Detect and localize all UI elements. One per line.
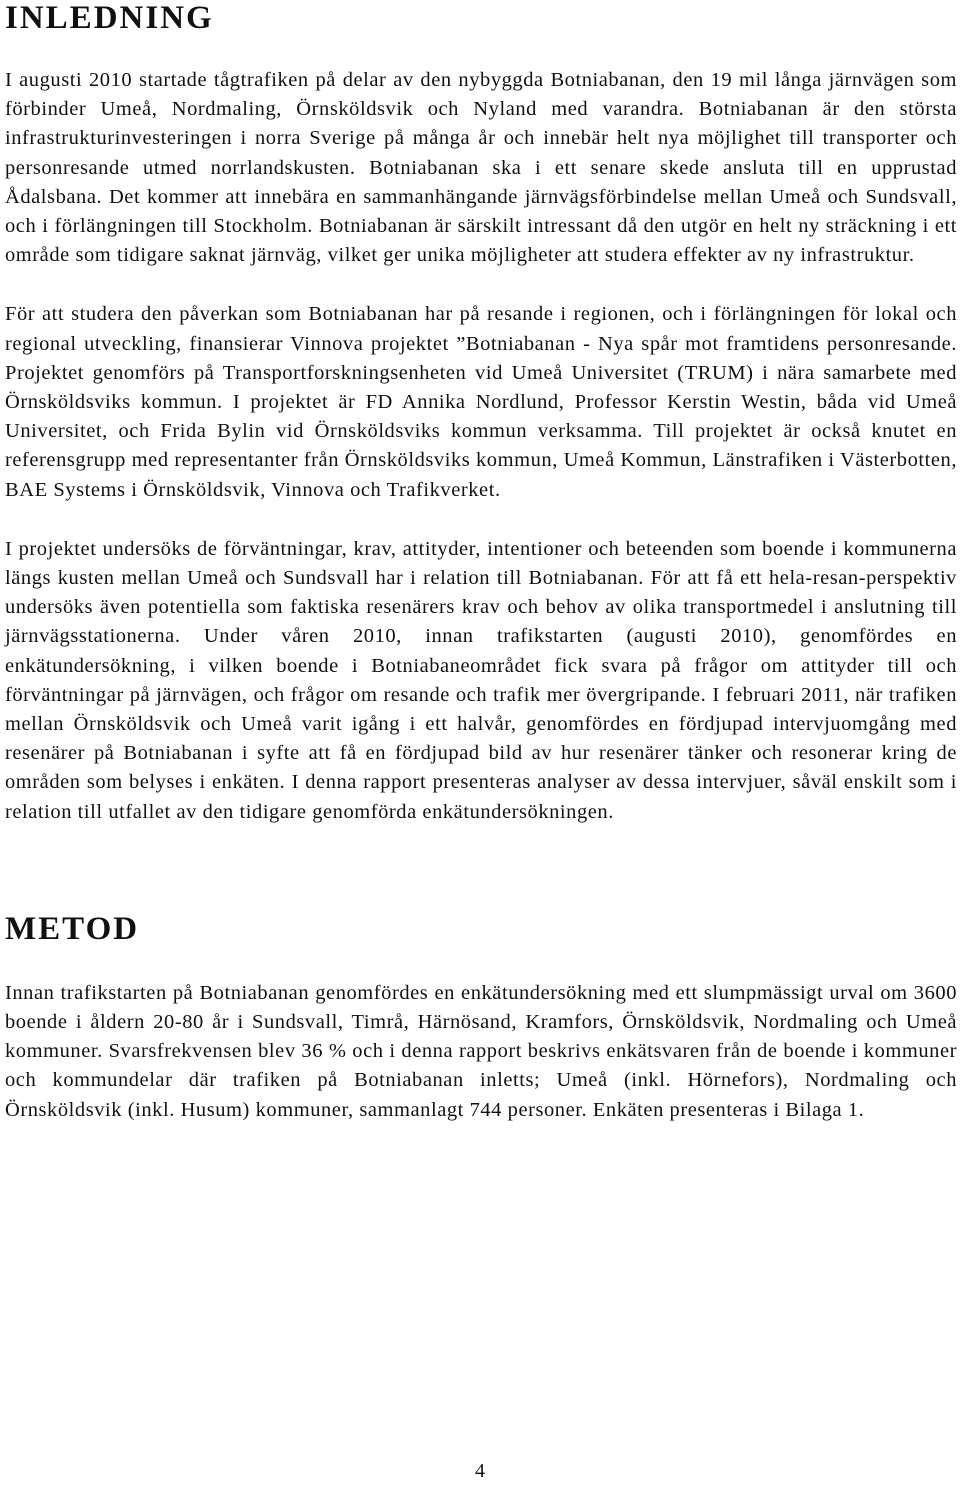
paragraph-inledning-1: I augusti 2010 startade tågtrafiken på delar av den nybyggda Botniabanan, den 19 mil långa järnvägen som förbinder Umeå, Nordmaling, Örnsköldsvik och Nyland med varandra. Botniabanan är den största infrastrukturinvesteringen i norra Sverige på många år och innebär helt nya möjlighet till transporter och personresande utmed norrlandskusten. Botniabanan ska i ett senare skede ansluta till en upprustad Ådalsbana. Det kommer att innebära en sammanhängande järnvägsförbindelse mellan Umeå och Sundsvall, och i förlängningen till Stockholm. Botniabanan är särskilt intressant då den utgör en helt ny sträckning i ett område som tidigare saknat järnväg, vilket ger unika möjligheter att studera effekter av ny infrastruktur. <box>5 69 957 267</box>
page-number: 4 <box>475 1460 485 1482</box>
paragraph-metod-1: Innan trafikstarten på Botniabanan genomfördes en enkätundersökning med ett slumpmässigt urval om 3600 boende i åldern 20-80 år i Sundsvall, Timrå, Härnösand, Kramfors, Örnsköldsvik, Nordmaling och Umeå kommuner. Svarsfrekvensen blev 36 % och i denna rapport beskrivs enkätsvaren från de boende i kommuner och kommundelar där trafiken på Botniabanan inletts; Umeå (inkl. Hörnefors), Nordmaling och Örnsköldsvik (inkl. Husum) kommuner, sammanlagt 744 personer. Enkäten presenteras i Bilaga 1. <box>5 981 957 1121</box>
section-heading-inledning: INLEDNING <box>5 0 214 36</box>
document-page <box>5 0 957 1125</box>
section-heading-metod: METOD <box>5 910 140 947</box>
paragraph-inledning-2: För att studera den påverkan som Botniabanan har på resande i regionen, och i förlängningen för lokal och regional utveckling, finansierar Vinnova projektet ”Botniabanan - Nya spår mot framtidens personresande. Projektet genomförs på Transportforskningsenheten vid Umeå Universitet (TRUM) i nära samarbete med Örnsköldsviks kommun. I projektet är FD Annika Nordlund, Professor Kerstin Westin, båda vid Umeå Universitet, och Frida Bylin vid Örnsköldsviks kommun verksamma. Till projektet är också knutet en referensgrupp med representanter från Örnsköldsviks kommun, Umeå Kommun, Länstrafiken i Västerbotten, BAE Systems i Örnsköldsvik, Vinnova och Trafikverket. <box>5 303 957 501</box>
paragraph-inledning-3: I projektet undersöks de förväntningar, krav, attityder, intentioner och beteenden som boende i kommunerna längs kusten mellan Umeå och Sundsvall har i relation till Botniabanan. För att få ett hela-resan-perspektiv undersöks även potentiella som faktiska resenärers krav och behov av olika transportmedel i anslutning till järnvägsstationerna. Under våren 2010, innan trafikstarten (augusti 2010), genomfördes en enkätundersökning, i vilken boende i Botniabaneområdet fick svara på frågor om attityder till och förväntningar på järnvägen, och frågor om resande och trafik mer övergripande. I februari 2011, när trafiken mellan Örnsköldsvik och Umeå varit igång i ett halvår, genomfördes en fördjupad intervjuomgång med resenärer på Botniabanan i syfte att få en fördjupad bild av hur resenärer tänker och resonerar kring de områden som belyses i enkäten. I denna rapport presenteras analyser av dessa intervjuer, såväl enskilt som i relation till utfallet av den tidigare genomförda enkätundersökningen. <box>5 537 957 823</box>
